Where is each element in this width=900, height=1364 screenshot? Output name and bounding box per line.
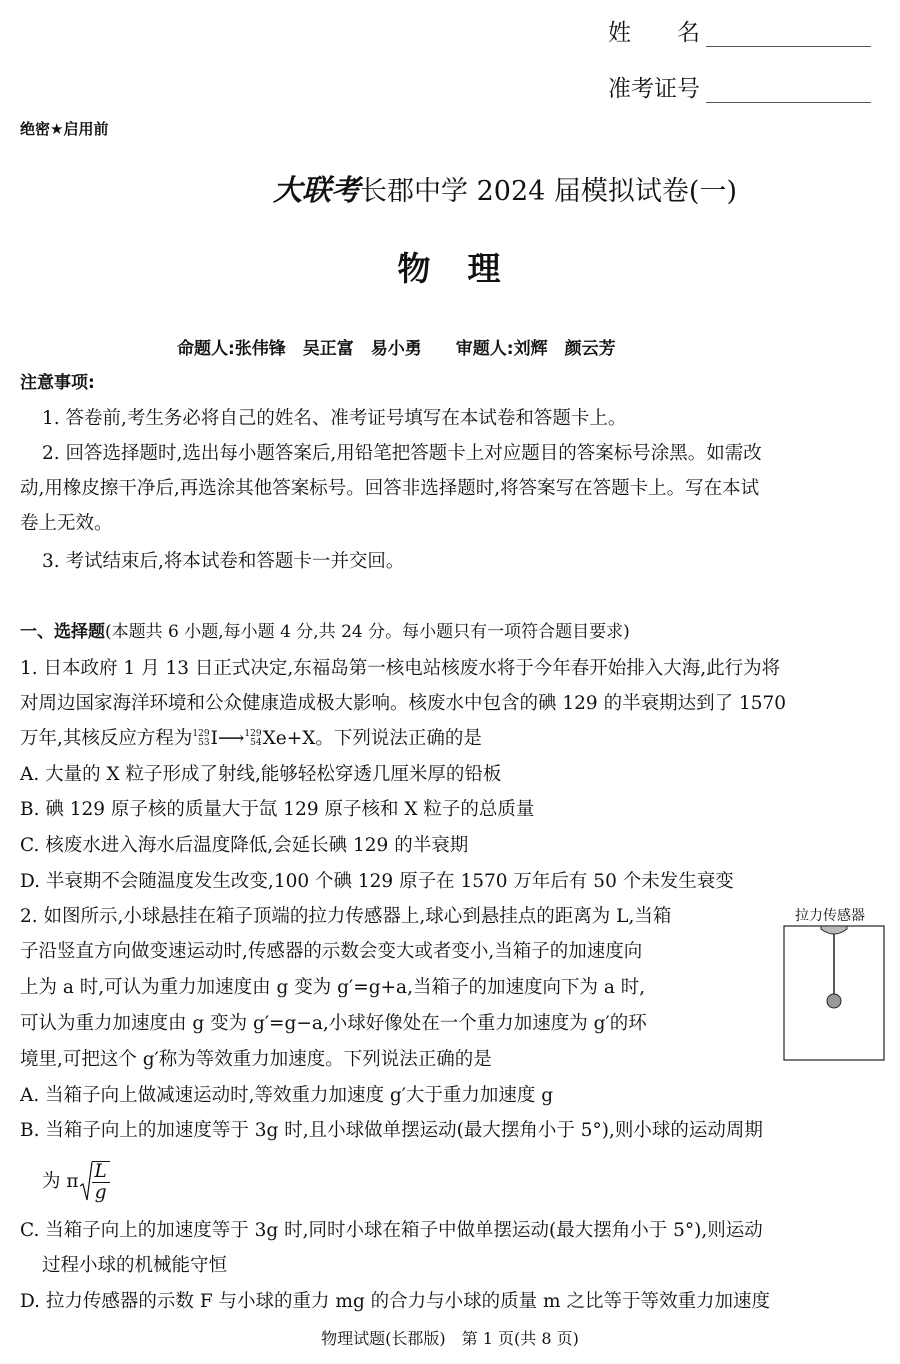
page-title: [0, 168, 900, 209]
id-label: 准考证号: [608, 76, 700, 102]
q2-line-3: 上为 a 时,可认为重力加速度由 g 变为 g′=g+a,当箱子的加速度向下为 a 时,: [20, 977, 646, 998]
fraction-denominator: g: [94, 1182, 107, 1203]
section-desc: (本题共 6 小题,每小题 4 分,共 24 分。每小题只有一项符合题目要求): [105, 622, 630, 642]
page-footer: 物理试题(长郡版) 第 1 页(共 8 页): [321, 1329, 579, 1348]
id-blank: [706, 101, 871, 103]
notice-item-2-line-2: 动,用橡皮擦干净后,再选涂其他答案标号。回答非选择题时,将答案写在答题卡上。写在本试: [20, 478, 760, 499]
name-blank: [706, 45, 871, 47]
notice-item-3: 3. 考试结束后,将本试卷和答题卡一并交回。: [42, 551, 405, 572]
notice-heading: 注意事项:: [20, 373, 95, 393]
q1-line-2: 对周边国家海洋环境和公众健康造成极大影响。核废水中包含的碘 129 的半衰期达到了 1570: [20, 693, 787, 714]
q2-line-5: 境里,可把这个 g′称为等效重力加速度。下列说法正确的是: [20, 1049, 492, 1070]
sqrt-sign: [79, 1160, 93, 1204]
q1-option-c: C. 核废水进入海水后温度降低,会延长碘 129 的半衰期: [20, 835, 469, 856]
q2-line-1: 2. 如图所示,小球悬挂在箱子顶端的拉力传感器上,球心到悬挂点的距离为 L,当箱: [20, 906, 672, 927]
q1-option-b: B. 碘 129 原子核的质量大于氙 129 原子核和 X 粒子的总质量: [20, 799, 535, 820]
q1-line-3-a: 万年,其核反应方程为: [20, 728, 193, 749]
q1-line-3: [20, 722, 482, 756]
xenon-symbol: Xe: [262, 728, 287, 749]
reaction-arrow: ⟶: [217, 728, 245, 749]
secret-mark: 绝密★启用前: [20, 120, 109, 138]
authors: 命题人:张伟锋 吴正富 易小勇 审题人:刘辉 颜云芳: [177, 339, 616, 359]
q2-line-4: 可认为重力加速度由 g 变为 g′=g−a,小球好像处在一个重力加速度为 g′的环: [20, 1013, 647, 1034]
q2-option-c-line-1: C. 当箱子向上的加速度等于 3g 时,同时小球在箱子中做单摆运动(最大摆角小于 5°),则运动: [20, 1220, 763, 1241]
title-brand: 大联考: [273, 173, 361, 207]
sensor-shape: [821, 926, 847, 934]
q2-option-b-line-2: [42, 1152, 110, 1212]
name-label: 姓 名: [608, 20, 700, 46]
subject-title: 物 理: [397, 249, 503, 288]
section-title: 一、选择题: [20, 622, 105, 642]
q1-option-a: A. 大量的 X 粒子形成了射线,能够轻松穿透几厘米厚的铅板: [20, 764, 502, 785]
iodine-nuclide: 129 53: [192, 729, 210, 748]
q2-line-2: 子沿竖直方向做变速运动时,传感器的示数会变大或者变小,当箱子的加速度向: [20, 941, 643, 962]
fraction-numerator: L: [92, 1162, 110, 1183]
id-field: [608, 70, 871, 103]
q1-line-3-b: +X。下列说法正确的是: [286, 728, 482, 749]
xenon-nuclide: 129 54: [244, 729, 262, 748]
notice-item-2-line-3: 卷上无效。: [20, 513, 113, 534]
section-heading: [20, 615, 630, 649]
notice-item-1: 1. 答卷前,考生务必将自己的姓名、准考证号填写在本试卷和答题卡上。: [42, 408, 627, 429]
q2-option-d: D. 拉力传感器的示数 F 与小球的重力 mg 的合力与小球的质量 m 之比等于等效重力加速度: [20, 1291, 770, 1312]
q1-line-1: 1. 日本政府 1 月 13 日正式决定,东福岛第一核电站核废水将于今年春开始排入大海,此行为将: [20, 658, 781, 679]
name-field: [608, 14, 871, 47]
q1-option-d: D. 半衰期不会随温度发生改变,100 个碘 129 原子在 1570 万年后有 50 个未发生衰变: [20, 871, 734, 892]
q2-option-c-line-2: 过程小球的机械能守恒: [42, 1255, 228, 1276]
notice-item-2-line-1: 2. 回答选择题时,选出每小题答案后,用铅笔把答题卡上对应题目的答案标号涂黑。如需改: [42, 443, 762, 464]
ball-shape: [827, 994, 841, 1008]
q2-option-a: A. 当箱子向上做减速运动时,等效重力加速度 g′大于重力加速度 g: [20, 1085, 554, 1106]
period-fraction: [92, 1161, 110, 1203]
title-rest: 长郡中学 2024 届模拟试卷(一): [360, 176, 737, 207]
q2-option-b-line-1: B. 当箱子向上的加速度等于 3g 时,且小球做单摆运动(最大摆角小于 5°),则小球的运动周期: [20, 1120, 763, 1141]
pendulum-figure: [783, 925, 885, 1061]
figure-label: 拉力传感器: [795, 908, 865, 924]
period-prefix: 为 π: [42, 1171, 79, 1192]
iodine-symbol: I: [210, 728, 218, 749]
